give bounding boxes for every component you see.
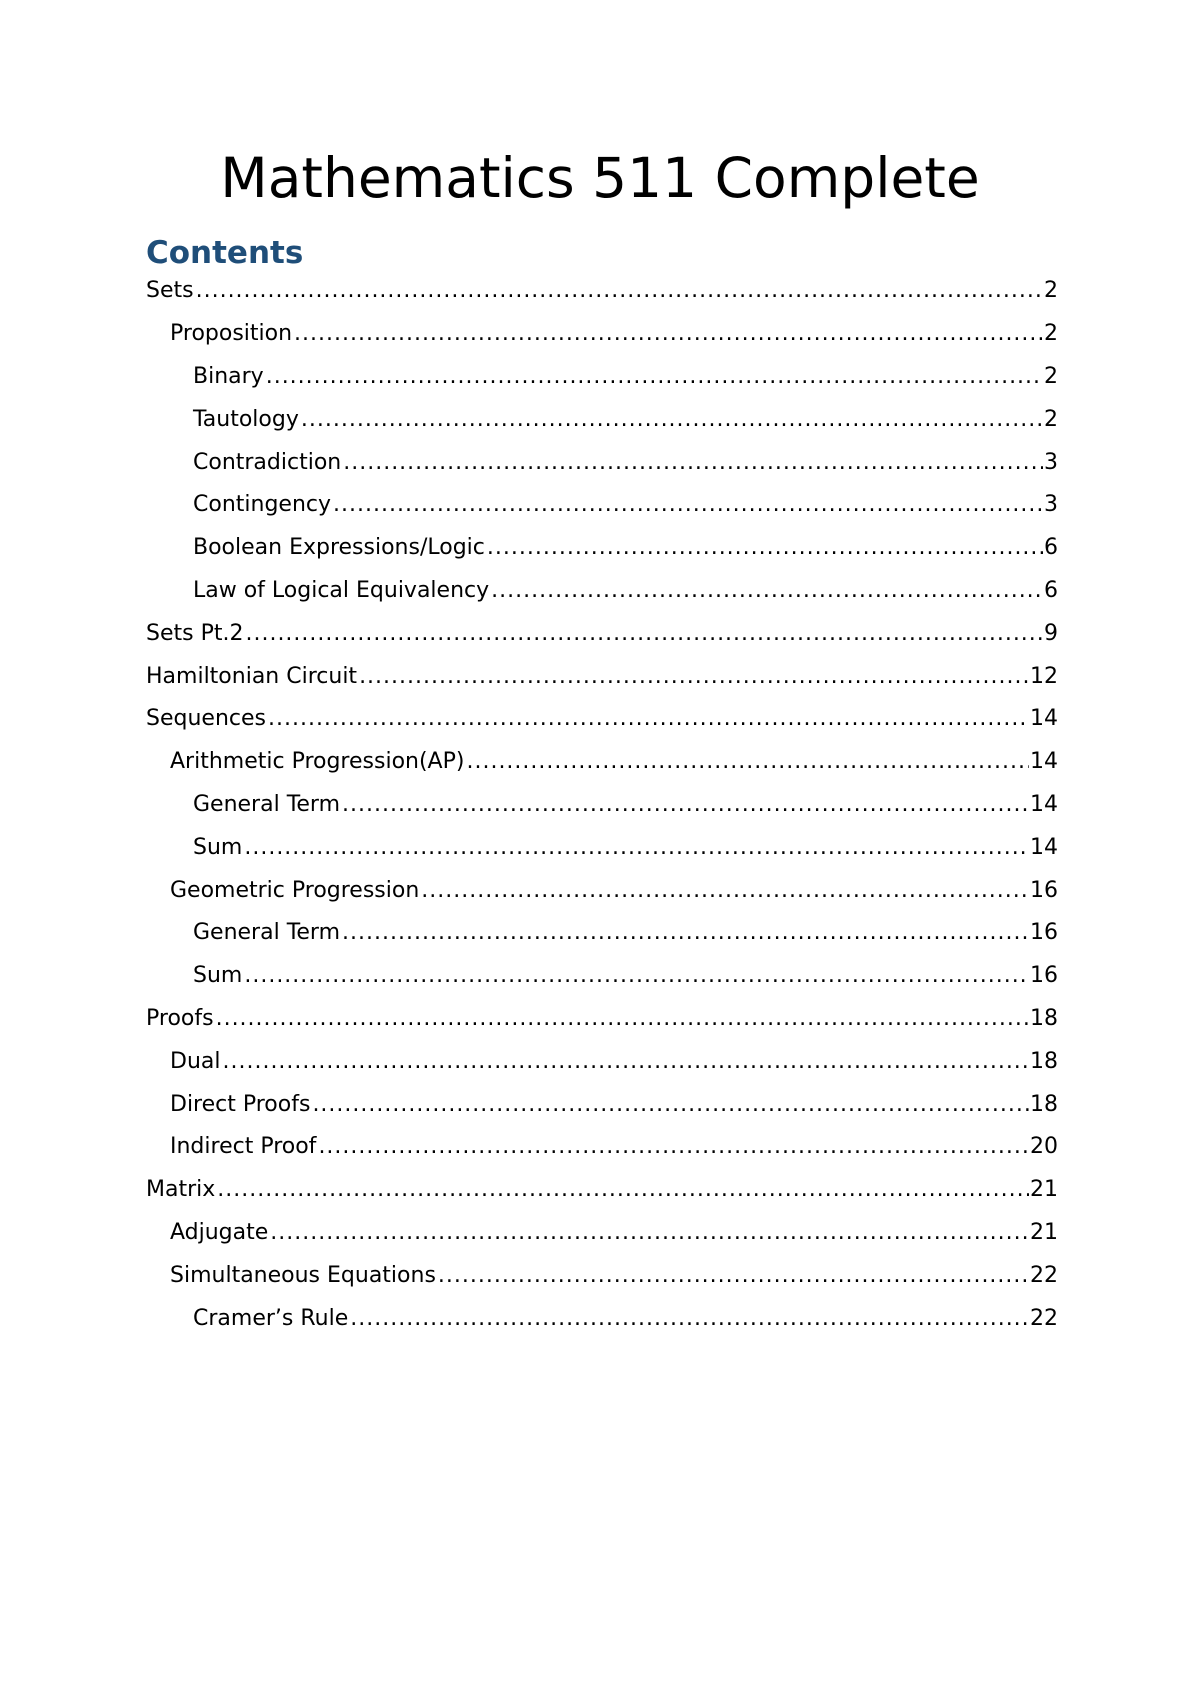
toc-entry-label[interactable]: Arithmetic Progression(AP) <box>170 747 466 777</box>
toc-entry-label[interactable]: Binary <box>193 362 266 392</box>
toc-dot-leader <box>270 1218 1029 1248</box>
toc-entry-page-number[interactable]: 16 <box>1030 877 1058 903</box>
toc-entry[interactable] <box>146 398 1058 441</box>
toc-dot-leader <box>196 276 1043 306</box>
toc-entry[interactable] <box>146 912 1058 955</box>
toc-entry-page-number[interactable]: 21 <box>1030 1177 1058 1203</box>
toc-dot-leader <box>217 1175 1029 1205</box>
contents-heading: Contents <box>146 235 304 271</box>
toc-entry-label[interactable]: Contradiction <box>193 448 343 478</box>
toc-entry[interactable] <box>146 313 1058 356</box>
toc-entry-page-number[interactable]: 18 <box>1030 1005 1058 1031</box>
toc-entry-page-number[interactable]: 2 <box>1044 278 1058 304</box>
toc-entry-label[interactable]: Boolean Expressions/Logic <box>193 533 487 563</box>
toc-entry-page-number[interactable]: 14 <box>1030 791 1058 817</box>
toc-entry[interactable] <box>146 441 1058 484</box>
toc-dot-leader <box>294 319 1043 349</box>
toc-dot-leader <box>342 918 1029 948</box>
toc-entry-page-number[interactable]: 22 <box>1030 1305 1058 1331</box>
toc-dot-leader <box>266 362 1043 392</box>
toc-dot-leader <box>491 576 1043 606</box>
toc-dot-leader <box>487 533 1043 563</box>
toc-entry-page-number[interactable]: 21 <box>1030 1219 1058 1245</box>
toc-dot-leader <box>245 619 1043 649</box>
toc-entry[interactable] <box>146 869 1058 912</box>
toc-entry-page-number[interactable]: 2 <box>1044 321 1058 347</box>
toc-dot-leader <box>312 1090 1029 1120</box>
toc-entry[interactable] <box>146 1254 1058 1297</box>
toc-dot-leader <box>466 747 1029 777</box>
toc-entry-label[interactable]: Sum <box>193 961 244 991</box>
toc-entry-page-number[interactable]: 6 <box>1044 535 1058 561</box>
toc-entry-label[interactable]: Matrix <box>146 1175 217 1205</box>
toc-entry[interactable] <box>146 1297 1058 1340</box>
toc-dot-leader <box>244 833 1029 863</box>
toc-entry-label[interactable]: General Term <box>193 918 342 948</box>
toc-entry-page-number[interactable]: 14 <box>1030 706 1058 732</box>
toc-entry[interactable] <box>146 1169 1058 1212</box>
toc-entry-label[interactable]: Direct Proofs <box>170 1090 312 1120</box>
toc-entry[interactable] <box>146 826 1058 869</box>
toc-dot-leader <box>222 1047 1029 1077</box>
toc-entry-page-number[interactable]: 6 <box>1044 577 1058 603</box>
toc-dot-leader <box>438 1261 1029 1291</box>
toc-entry[interactable] <box>146 955 1058 998</box>
toc-entry[interactable] <box>146 655 1058 698</box>
toc-entry[interactable] <box>146 570 1058 613</box>
toc-dot-leader <box>301 405 1043 435</box>
toc-entry[interactable] <box>146 1212 1058 1255</box>
toc-entry[interactable] <box>146 356 1058 399</box>
toc-entry[interactable] <box>146 698 1058 741</box>
toc-entry-label[interactable]: Law of Logical Equivalency <box>193 576 491 606</box>
toc-dot-leader <box>216 1004 1029 1034</box>
toc-entry-label[interactable]: Hamiltonian Circuit <box>146 662 359 692</box>
document-title: Mathematics 511 Complete <box>220 146 980 210</box>
toc-entry[interactable] <box>146 784 1058 827</box>
toc-entry-page-number[interactable]: 22 <box>1030 1262 1058 1288</box>
toc-dot-leader <box>244 961 1029 991</box>
toc-entry-label[interactable]: Proofs <box>146 1004 216 1034</box>
toc-entry-label[interactable]: Geometric Progression <box>170 876 421 906</box>
toc-entry-page-number[interactable]: 14 <box>1030 834 1058 860</box>
toc-entry-label[interactable]: Sets <box>146 276 196 306</box>
toc-entry-page-number[interactable]: 9 <box>1044 620 1058 646</box>
toc-entry-label[interactable]: Proposition <box>170 319 294 349</box>
toc-entry-page-number[interactable]: 2 <box>1044 363 1058 389</box>
toc-entry[interactable] <box>146 741 1058 784</box>
toc-entry-label[interactable]: Dual <box>170 1047 222 1077</box>
toc-entry-page-number[interactable]: 14 <box>1030 749 1058 775</box>
toc-entry[interactable] <box>146 998 1058 1041</box>
toc-entry-page-number[interactable]: 18 <box>1030 1048 1058 1074</box>
toc-entry-label[interactable]: Sets Pt.2 <box>146 619 245 649</box>
toc-entry[interactable] <box>146 612 1058 655</box>
toc-entry-page-number[interactable]: 18 <box>1030 1091 1058 1117</box>
toc-entry-page-number[interactable]: 12 <box>1030 663 1058 689</box>
toc-entry[interactable] <box>146 270 1058 313</box>
toc-entry-label[interactable]: Cramer’s Rule <box>193 1304 350 1334</box>
toc-entry[interactable] <box>146 1040 1058 1083</box>
toc-entry-page-number[interactable]: 3 <box>1044 492 1058 518</box>
toc-entry-page-number[interactable]: 2 <box>1044 406 1058 432</box>
toc-entry-label[interactable]: Indirect Proof <box>170 1132 318 1162</box>
table-of-contents <box>146 270 1058 1340</box>
toc-entry-label[interactable]: Contingency <box>193 490 333 520</box>
toc-entry-label[interactable]: Adjugate <box>170 1218 270 1248</box>
toc-dot-leader <box>342 790 1029 820</box>
toc-entry-label[interactable]: Simultaneous Equations <box>170 1261 438 1291</box>
toc-dot-leader <box>333 490 1043 520</box>
toc-entry[interactable] <box>146 527 1058 570</box>
toc-dot-leader <box>350 1304 1029 1334</box>
toc-dot-leader <box>359 662 1029 692</box>
toc-entry-page-number[interactable]: 16 <box>1030 963 1058 989</box>
toc-dot-leader <box>318 1132 1029 1162</box>
toc-entry[interactable] <box>146 1083 1058 1126</box>
toc-dot-leader <box>268 704 1029 734</box>
toc-entry-page-number[interactable]: 3 <box>1044 449 1058 475</box>
toc-dot-leader <box>343 448 1043 478</box>
toc-entry[interactable] <box>146 484 1058 527</box>
toc-entry-page-number[interactable]: 20 <box>1030 1134 1058 1160</box>
toc-dot-leader <box>421 876 1029 906</box>
toc-entry-label[interactable]: Sum <box>193 833 244 863</box>
toc-entry-label[interactable]: General Term <box>193 790 342 820</box>
toc-entry-label[interactable]: Tautology <box>193 405 301 435</box>
toc-entry-page-number[interactable]: 16 <box>1030 920 1058 946</box>
toc-entry[interactable] <box>146 1126 1058 1169</box>
toc-entry-label[interactable]: Sequences <box>146 704 268 734</box>
